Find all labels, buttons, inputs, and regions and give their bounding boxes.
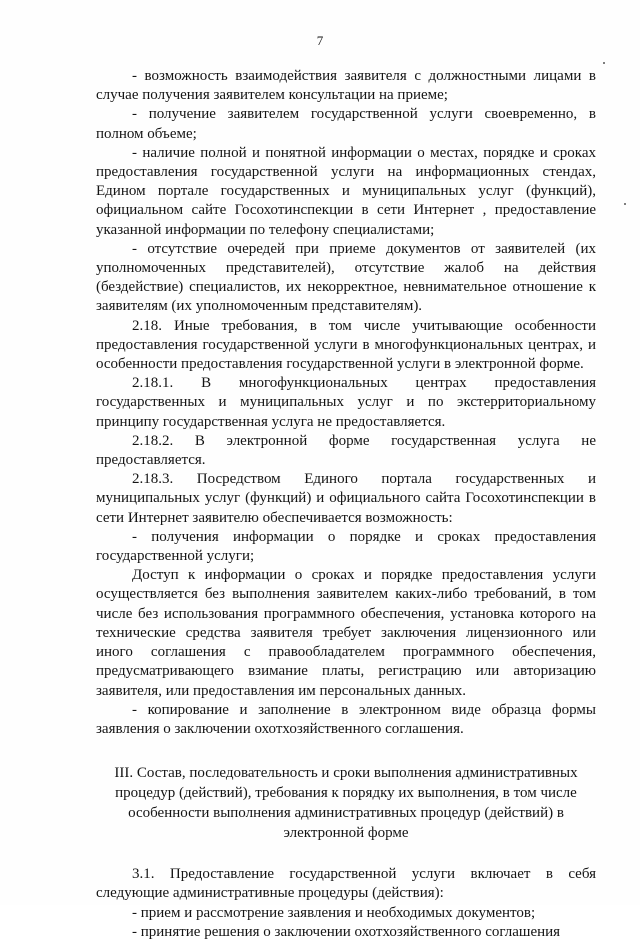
paragraph-2-18-1: 2.18.1. В многофункциональных центрах предоставления государственных и муниципальных услуг и по экстерриториальному принципу государственная услуга не предоставляется. bbox=[96, 375, 596, 430]
paragraph-2-18-2: 2.18.2. В электронной форме государственная услуга не предоставляется. bbox=[96, 432, 596, 469]
document-body bbox=[96, 67, 596, 942]
paragraph-2-18-3: 2.18.3. Посредством Единого портала государственных и муниципальных услуг (функций) и официального сайта Госохотинспекции в сети Интернет заявителю обеспечивается возможность: bbox=[96, 471, 596, 526]
scan-speck bbox=[603, 62, 605, 64]
paragraph-timely-service: - получение заявителем государственной услуги своевременно, в полном объеме; bbox=[96, 106, 596, 142]
paragraph-no-queues: - отсутствие очередей при приеме документов от заявителей (их уполномоченных представителей), отсутствие жалоб на действия (бездействие) специалистов, их некорректное, невнимательное отношение к заявителям (их уполномоченным представителям). bbox=[96, 240, 596, 315]
page-number: 7 bbox=[316, 33, 324, 48]
paragraph-decision-on-agreement: - принятие решения о заключении охотхозяйственного соглашения bbox=[132, 923, 561, 940]
paragraph-receipt-of-application: - прием и рассмотрение заявления и необходимых документов; bbox=[132, 904, 536, 921]
paragraph-interaction-possibility: - возможность взаимодействия заявителя с должностными лицами в случае получения заявителем консультации на приеме; bbox=[96, 68, 596, 104]
paragraph-copy-and-fill-form: - копирование и заполнение в электронном виде образца формы заявления о заключении охотхозяйственного соглашения. bbox=[96, 701, 596, 737]
paragraph-information-availability: - наличие полной и понятной информации о местах, порядке и сроках предоставления государственной услуги на информационных стендах, Едином портале государственных и муниципальных услуг (функций), официальном сайте Госохотинспекции в сети Интернет , предоставление указанной информации по телефону специалистами; bbox=[96, 144, 596, 238]
paragraph-getting-information: - получения информации о порядке и сроках предоставления государственной услуги; bbox=[96, 528, 596, 565]
paragraph-2-18: 2.18. Иные требования, в том числе учитывающие особенности предоставления государственной услуги в многофункциональных центрах, и особенности предоставления государственной услуги в электронной форме. bbox=[96, 317, 596, 373]
paragraph-access-to-information: Доступ к информации о сроках и порядке предоставления услуги осуществляется без выполнения заявителем каких-либо требований, в том числе без использования программного обеспечения, установка которого на технические средства заявителя требует заключения лицензионного или иного соглашения с правообладателем программного обеспечения, предусматривающего взимание платы, регистрацию или авторизацию заявителя, или предоставления им персональных данных. bbox=[96, 567, 596, 699]
section-3-title: III. Состав, последовательность и сроки выполнения административных процедур (действий), требования к порядку их выполнения, в том числе особенности выполнения административных процедур (действий) в электронной форме bbox=[114, 765, 578, 842]
scan-speck bbox=[624, 203, 626, 205]
paragraph-3-1: 3.1. Предоставление государственной услуги включает в себя следующие административные процедуры (действия): bbox=[96, 866, 596, 902]
